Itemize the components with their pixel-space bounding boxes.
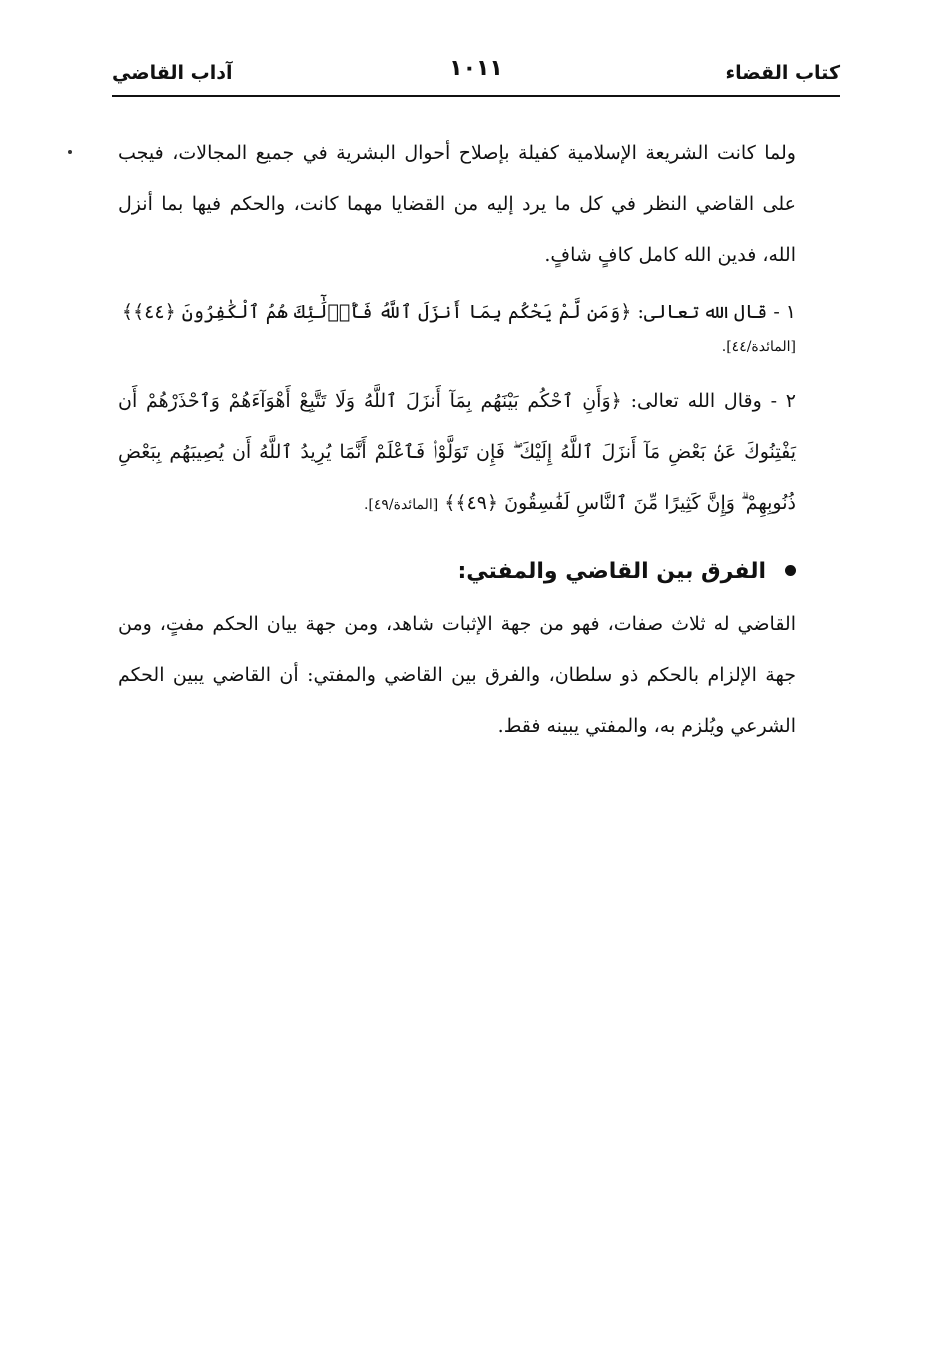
evidence-number: ٢ - — [770, 390, 796, 412]
book-title: كتاب القضاء — [725, 62, 840, 84]
chapter-title: آداب القاضي — [112, 62, 233, 84]
evidence-intro: قال الله تعالى: — [637, 301, 768, 323]
evidence-intro: وقال الله تعالى: — [630, 390, 762, 412]
section-paragraph: القاضي له ثلاث صفات، فهو من جهة الإثبات شاهد، ومن جهة بيان الحكم مفتٍ، ومن جهة الإلزام بالحكم ذو سلطان، والفرق بين القاضي والمفتي: أن القاضي يبين الحكم الشرعي ويُلزم به، والمفتي يبينه فقط. — [118, 613, 796, 737]
evidence-item-2 — [118, 376, 796, 531]
page-number: ١٠١١ — [449, 56, 503, 81]
verse-reference: [المائدة/٤٤]. — [721, 339, 796, 355]
evidence-item-1 — [118, 287, 796, 338]
bullet-icon — [785, 565, 796, 576]
section-heading-text: الفرق بين القاضي والمفتي: — [457, 559, 766, 584]
page-header — [112, 56, 840, 96]
page-body — [118, 128, 796, 752]
header-rule — [112, 95, 840, 97]
verse-reference: [المائدة/٤٩]. — [363, 497, 439, 513]
quran-verse: ﴿وَمَن لَّمْ يَحْكُم بِمَا أَنزَلَ ٱللَّهُ فَأُو۟لَٰٓئِكَ هُمُ ٱلْكَٰفِرُونَ ﴿٤٤﴾﴾ — [121, 301, 632, 323]
intro-paragraph: ولما كانت الشريعة الإسلامية كفيلة بإصلاح أحوال البشرية في جميع المجالات، فيجب على القاضي النظر في كل ما يرد إليه من القضايا مهما كانت، والحكم فيها بما أنزل الله، فدين الله كامل كافٍ شافٍ. — [118, 142, 796, 266]
scan-speck — [68, 150, 72, 154]
section-heading — [118, 549, 796, 595]
quran-verse: ﴿وَأَنِ ٱحْكُم بَيْنَهُم بِمَآ أَنزَلَ ٱللَّهُ وَلَا تَتَّبِعْ أَهْوَآءَهُمْ وَٱحْذَرْهُمْ أَن يَفْتِنُوكَ عَنۢ بَعْضِ مَآ أَنزَلَ ٱللَّهُ إِلَيْكَ ۖ فَإِن تَوَلَّوْا۟ فَٱعْلَمْ أَنَّمَا يُرِيدُ ٱللَّهُ أَن يُصِيبَهُم بِبَعْضِ ذُنُوبِهِمْ ۗ وَإِنَّ كَثِيرًا مِّنَ ٱلنَّاسِ لَفَٰسِقُونَ ﴿٤٩﴾﴾ — [118, 390, 796, 514]
evidence-number: ١ - — [773, 301, 796, 323]
